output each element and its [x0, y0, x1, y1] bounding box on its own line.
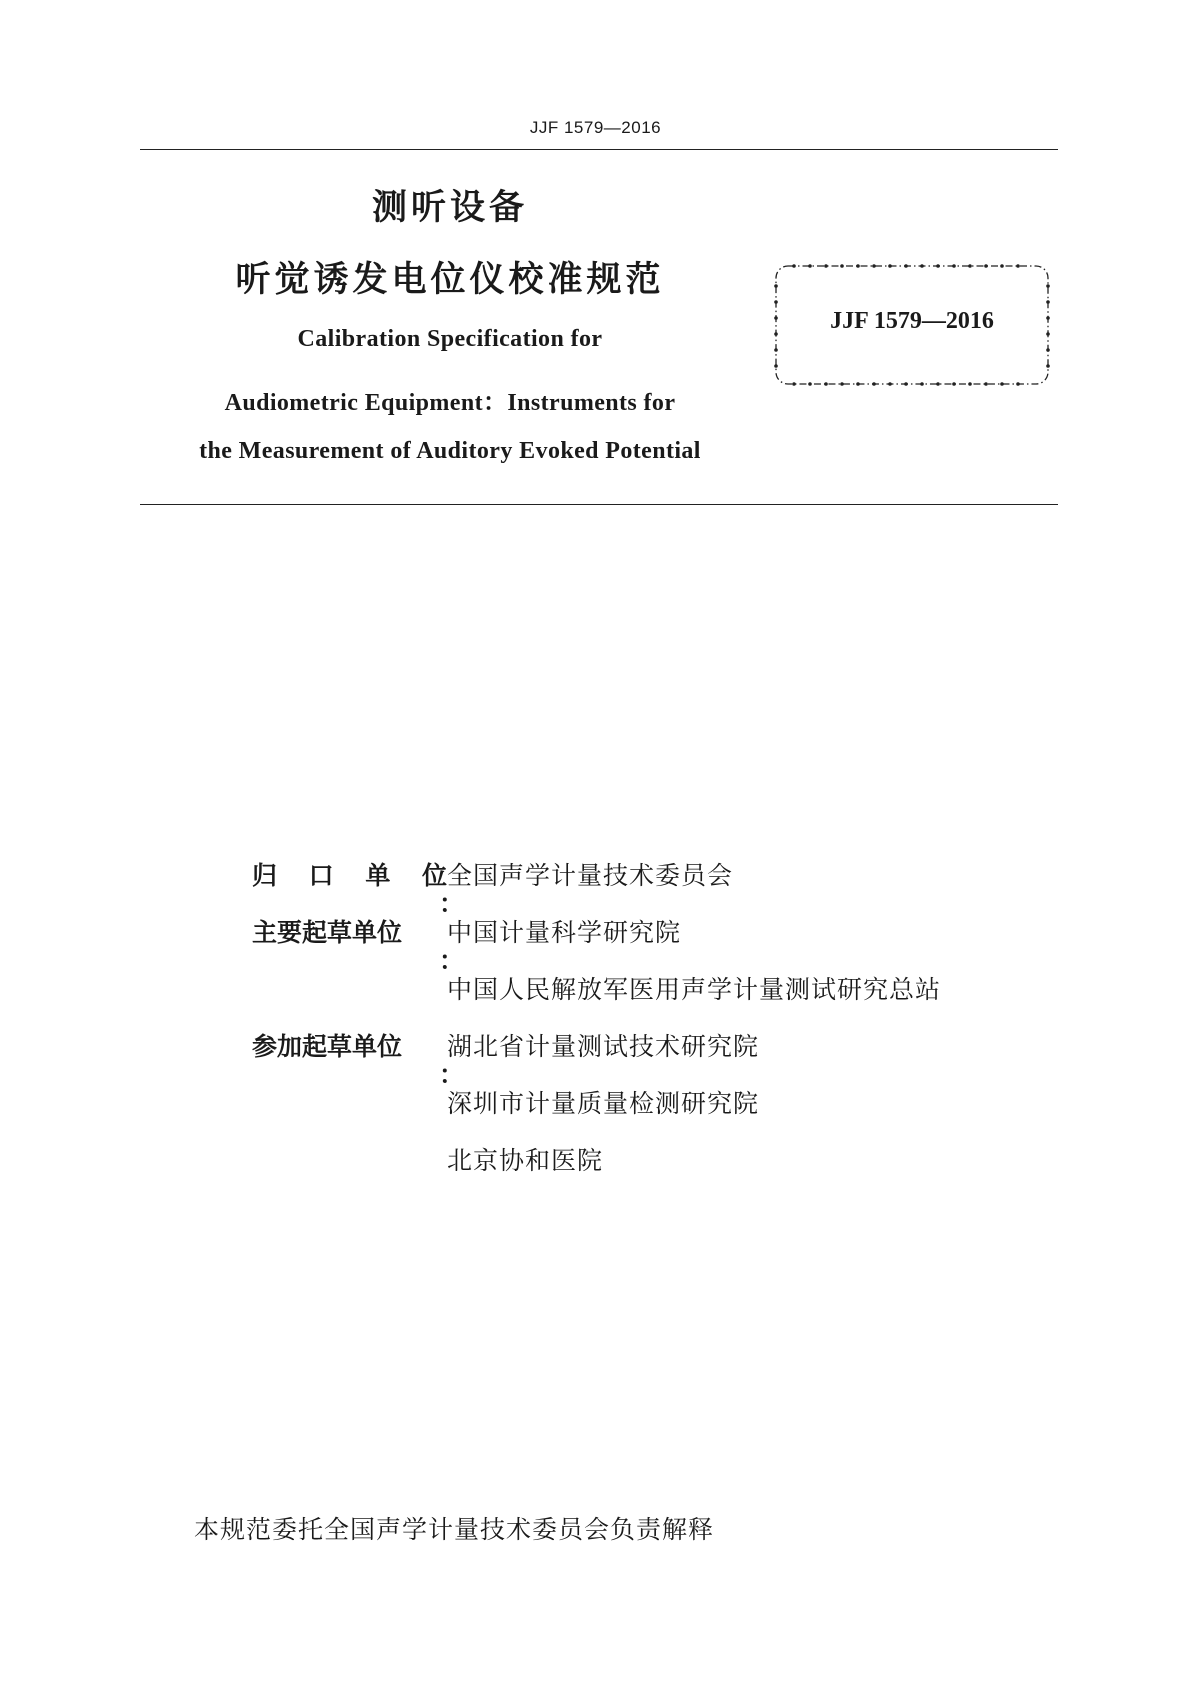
border-dot: [920, 382, 924, 386]
standard-code-text: JJF 1579—2016: [830, 308, 994, 334]
responsible-unit-label: [252, 856, 447, 892]
label-char: 单: [365, 861, 391, 890]
border-dot: [904, 382, 908, 386]
label-char: 位: [421, 861, 447, 890]
border-dot: [872, 382, 876, 386]
main-drafting-row: [252, 913, 1052, 975]
title-english-line-2: Audiometric Equipment：Instruments for: [224, 390, 676, 416]
border-dot: [774, 348, 778, 352]
border-dot: [936, 264, 940, 268]
border-dot: [824, 264, 828, 268]
title-english-line-3: the Measurement of Auditory Evoked Potential: [199, 438, 701, 464]
main-drafting-value-2: 中国人民解放军医用声学计量测试研究总站: [447, 975, 942, 1004]
label-colon: ：: [439, 1060, 465, 1089]
border-dot: [920, 264, 924, 268]
participating-label: 参加起草单位: [252, 1032, 403, 1061]
border-dot: [840, 264, 844, 268]
border-dot: [808, 382, 812, 386]
border-dot: [774, 300, 778, 304]
border-dot: [1000, 382, 1004, 386]
border-dot: [1046, 300, 1050, 304]
participating-value-3: 北京协和医院: [447, 1146, 604, 1175]
main-drafting-value-1: 中国计量科学研究院: [447, 918, 682, 947]
border-dot: [856, 264, 860, 268]
border-dot: [774, 364, 778, 368]
participating-value-1: 湖北省计量测试技术研究院: [447, 1032, 760, 1061]
title-chinese-line-1: 测听设备: [371, 188, 528, 228]
border-dot: [1000, 264, 1004, 268]
border-dot: [1046, 364, 1050, 368]
border-dot: [808, 264, 812, 268]
header-standard-code: JJF 1579—2016: [529, 118, 662, 137]
border-dot: [792, 264, 796, 268]
border-dot: [952, 382, 956, 386]
title-chinese-line-2: 听觉诱发电位仪校准规范: [235, 260, 665, 300]
participating-row: [252, 1027, 1052, 1089]
border-dot: [1046, 284, 1050, 288]
label-char: 归: [252, 861, 278, 890]
label-colon: ：: [439, 889, 465, 918]
border-dot: [936, 382, 940, 386]
drafting-organizations: [252, 856, 1052, 1198]
header-rule: [140, 149, 1058, 150]
title-english-line-1: Calibration Specification for: [297, 326, 603, 352]
border-dot: [968, 382, 972, 386]
border-dot: [792, 382, 796, 386]
participating-row-2: [252, 1084, 1052, 1141]
border-dot: [984, 382, 988, 386]
border-dot: [952, 264, 956, 268]
main-drafting-row-2: [252, 970, 1052, 1027]
border-dot: [904, 264, 908, 268]
responsible-unit-row: [252, 856, 1052, 918]
border-dot: [824, 382, 828, 386]
standard-code-box: [772, 262, 1052, 388]
border-dot: [984, 264, 988, 268]
border-dot: [1016, 264, 1020, 268]
label-char: 口: [308, 861, 334, 890]
participating-row-3: [252, 1141, 1052, 1198]
border-dot: [968, 264, 972, 268]
border-dot: [1016, 382, 1020, 386]
title-rule: [140, 504, 1058, 505]
border-dot: [888, 382, 892, 386]
border-dot: [840, 382, 844, 386]
label-colon: ：: [439, 946, 465, 975]
participating-value-2: 深圳市计量质量检测研究院: [447, 1089, 760, 1118]
interpretation-note: 本规范委托全国声学计量技术委员会负责解释: [194, 1515, 715, 1544]
border-dot: [872, 264, 876, 268]
border-dot: [888, 264, 892, 268]
responsible-unit-value: 全国声学计量技术委员会: [447, 861, 734, 890]
border-dot: [856, 382, 860, 386]
border-dot: [1046, 348, 1050, 352]
border-dot: [774, 284, 778, 288]
main-drafting-label: 主要起草单位: [252, 918, 403, 947]
